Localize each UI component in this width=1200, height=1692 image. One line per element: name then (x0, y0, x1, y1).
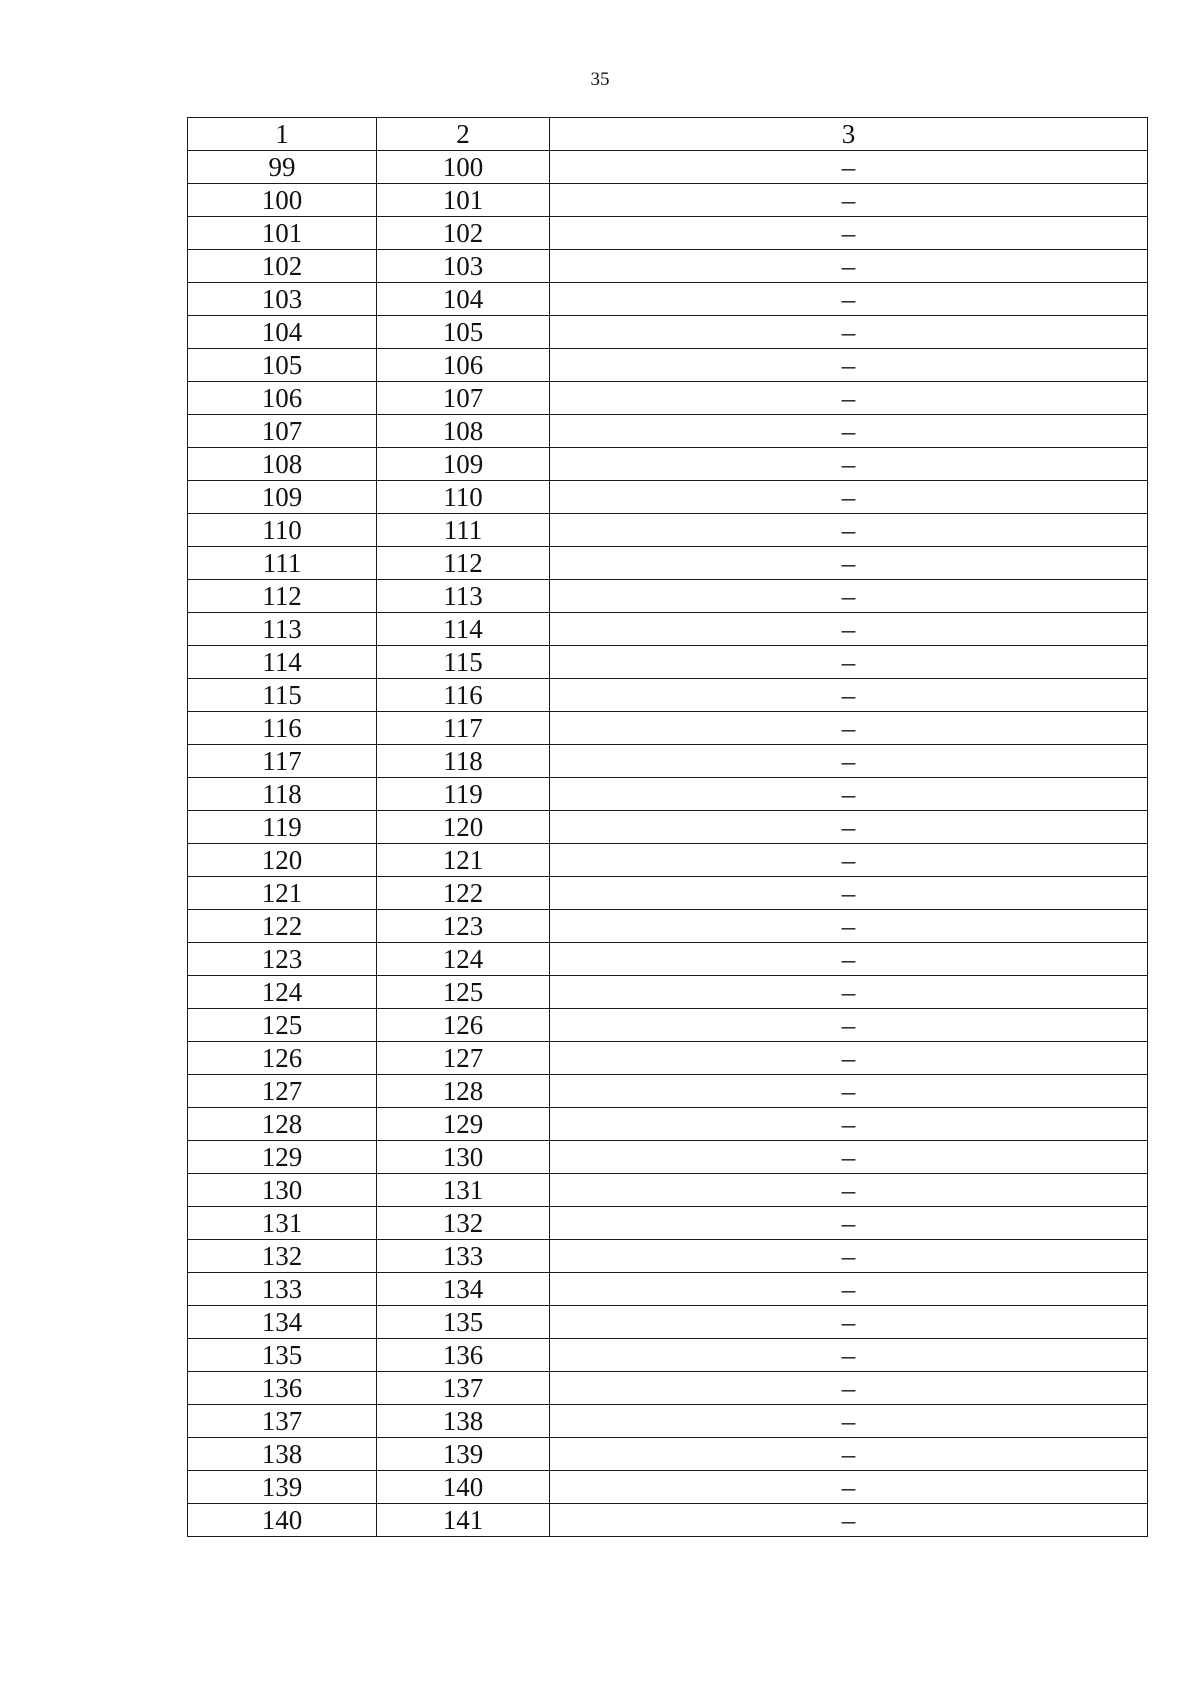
table-cell-col-2: 130 (377, 1141, 550, 1174)
table-cell-col-2: 105 (377, 316, 550, 349)
table-cell-col-3: – (550, 382, 1148, 415)
table-cell-col-2: 125 (377, 976, 550, 1009)
table-cell-col-1: 109 (188, 481, 377, 514)
table-cell-col-3: – (550, 514, 1148, 547)
table-row (188, 1108, 1148, 1141)
table-cell-col-3: – (550, 481, 1148, 514)
table-cell-col-2: 128 (377, 1075, 550, 1108)
table-cell-col-1: 120 (188, 844, 377, 877)
table-cell-col-2: 134 (377, 1273, 550, 1306)
table-cell-col-1: 127 (188, 1075, 377, 1108)
table-cell-col-1: 99 (188, 151, 377, 184)
table-cell-col-3: – (550, 745, 1148, 778)
table-cell-col-2: 101 (377, 184, 550, 217)
table-cell-col-1: 130 (188, 1174, 377, 1207)
table-cell-col-1: 119 (188, 811, 377, 844)
table-cell-col-3: – (550, 1174, 1148, 1207)
table-cell-col-3: – (550, 283, 1148, 316)
table-row (188, 1471, 1148, 1504)
table-cell-col-1: 102 (188, 250, 377, 283)
table-cell-col-3: – (550, 250, 1148, 283)
table-row (188, 1141, 1148, 1174)
table-cell-col-1: 123 (188, 943, 377, 976)
table-cell-col-2: 133 (377, 1240, 550, 1273)
table-cell-col-3: – (550, 415, 1148, 448)
table-cell-col-2: 132 (377, 1207, 550, 1240)
table-cell-col-1: 140 (188, 1504, 377, 1537)
table-cell-col-1: 136 (188, 1372, 377, 1405)
table-cell-col-3: – (550, 1207, 1148, 1240)
table-cell-col-3: – (550, 316, 1148, 349)
table-cell-col-2: 136 (377, 1339, 550, 1372)
table-cell-col-1: 118 (188, 778, 377, 811)
table-cell-col-1: 112 (188, 580, 377, 613)
table-row (188, 1339, 1148, 1372)
table-row (188, 1075, 1148, 1108)
table-cell-col-1: 117 (188, 745, 377, 778)
table-row (188, 877, 1148, 910)
table-row (188, 250, 1148, 283)
table-cell-col-1: 100 (188, 184, 377, 217)
table-cell-col-3: – (550, 910, 1148, 943)
column-header-3: 3 (550, 118, 1148, 151)
table-cell-col-2: 115 (377, 646, 550, 679)
table-cell-col-1: 108 (188, 448, 377, 481)
table-row (188, 1207, 1148, 1240)
table-row (188, 811, 1148, 844)
table-cell-col-2: 137 (377, 1372, 550, 1405)
table-cell-col-2: 129 (377, 1108, 550, 1141)
table-cell-col-3: – (550, 976, 1148, 1009)
table-cell-col-2: 107 (377, 382, 550, 415)
page-number: 35 (590, 69, 610, 90)
table-row (188, 976, 1148, 1009)
table-cell-col-3: – (550, 811, 1148, 844)
table-cell-col-2: 111 (377, 514, 550, 547)
table-cell-col-3: – (550, 1108, 1148, 1141)
table-row (188, 415, 1148, 448)
table-row (188, 1405, 1148, 1438)
table-cell-col-2: 102 (377, 217, 550, 250)
table-cell-col-1: 105 (188, 349, 377, 382)
table-cell-col-2: 139 (377, 1438, 550, 1471)
table-cell-col-1: 139 (188, 1471, 377, 1504)
table-cell-col-2: 103 (377, 250, 550, 283)
table-row (188, 1174, 1148, 1207)
table-cell-col-2: 120 (377, 811, 550, 844)
table-row (188, 646, 1148, 679)
table-cell-col-1: 116 (188, 712, 377, 745)
table-cell-col-2: 117 (377, 712, 550, 745)
table-cell-col-1: 126 (188, 1042, 377, 1075)
table-cell-col-3: – (550, 1009, 1148, 1042)
table-cell-col-1: 110 (188, 514, 377, 547)
table-row (188, 316, 1148, 349)
table-row (188, 943, 1148, 976)
table-cell-col-2: 141 (377, 1504, 550, 1537)
table-cell-col-1: 137 (188, 1405, 377, 1438)
table-cell-col-1: 103 (188, 283, 377, 316)
table-row (188, 1306, 1148, 1339)
column-header-2: 2 (377, 118, 550, 151)
table-cell-col-3: – (550, 877, 1148, 910)
table-row (188, 1273, 1148, 1306)
table-row (188, 613, 1148, 646)
table-cell-col-2: 119 (377, 778, 550, 811)
table-cell-col-3: – (550, 1504, 1148, 1537)
table-cell-col-3: – (550, 1042, 1148, 1075)
table-cell-col-2: 112 (377, 547, 550, 580)
table-header-row (188, 118, 1148, 151)
table-cell-col-2: 110 (377, 481, 550, 514)
table-cell-col-1: 124 (188, 976, 377, 1009)
table-cell-col-3: – (550, 151, 1148, 184)
table-cell-col-3: – (550, 184, 1148, 217)
table-cell-col-2: 123 (377, 910, 550, 943)
table-cell-col-2: 114 (377, 613, 550, 646)
table-cell-col-3: – (550, 1372, 1148, 1405)
table-cell-col-3: – (550, 1273, 1148, 1306)
table-cell-col-2: 116 (377, 679, 550, 712)
table-cell-col-1: 138 (188, 1438, 377, 1471)
table-cell-col-2: 126 (377, 1009, 550, 1042)
table-row (188, 844, 1148, 877)
table-cell-col-1: 122 (188, 910, 377, 943)
table-cell-col-1: 111 (188, 547, 377, 580)
table-cell-col-1: 131 (188, 1207, 377, 1240)
table-cell-col-3: – (550, 448, 1148, 481)
table-row (188, 1438, 1148, 1471)
table-row (188, 547, 1148, 580)
table-row (188, 1009, 1148, 1042)
table-cell-col-3: – (550, 547, 1148, 580)
table-row (188, 778, 1148, 811)
table-cell-col-1: 107 (188, 415, 377, 448)
table-cell-col-1: 132 (188, 1240, 377, 1273)
table-cell-col-3: – (550, 1438, 1148, 1471)
table-cell-col-3: – (550, 1405, 1148, 1438)
table-cell-col-1: 101 (188, 217, 377, 250)
table-row (188, 349, 1148, 382)
table-cell-col-2: 124 (377, 943, 550, 976)
table-row (188, 1372, 1148, 1405)
table-row (188, 283, 1148, 316)
table-cell-col-1: 104 (188, 316, 377, 349)
table-cell-col-2: 131 (377, 1174, 550, 1207)
table-cell-col-1: 128 (188, 1108, 377, 1141)
table-row (188, 712, 1148, 745)
table-row (188, 745, 1148, 778)
table-row (188, 1042, 1148, 1075)
table-cell-col-1: 134 (188, 1306, 377, 1339)
table-cell-col-1: 121 (188, 877, 377, 910)
table-cell-col-3: – (550, 1471, 1148, 1504)
table-cell-col-2: 118 (377, 745, 550, 778)
table-cell-col-3: – (550, 943, 1148, 976)
table-cell-col-2: 138 (377, 1405, 550, 1438)
table-cell-col-3: – (550, 217, 1148, 250)
table-row (188, 382, 1148, 415)
table-row (188, 910, 1148, 943)
table-cell-col-2: 121 (377, 844, 550, 877)
table-cell-col-3: – (550, 844, 1148, 877)
table-cell-col-2: 108 (377, 415, 550, 448)
table-cell-col-3: – (550, 349, 1148, 382)
table-cell-col-3: – (550, 1141, 1148, 1174)
data-table (187, 117, 1148, 1537)
table-row (188, 151, 1148, 184)
table-cell-col-2: 140 (377, 1471, 550, 1504)
column-header-1: 1 (188, 118, 377, 151)
table-row (188, 514, 1148, 547)
table-cell-col-2: 109 (377, 448, 550, 481)
table-cell-col-3: – (550, 580, 1148, 613)
table-cell-col-3: – (550, 712, 1148, 745)
table-row (188, 1240, 1148, 1273)
table-cell-col-2: 127 (377, 1042, 550, 1075)
table-row (188, 481, 1148, 514)
table-cell-col-2: 135 (377, 1306, 550, 1339)
table-row (188, 679, 1148, 712)
table-cell-col-1: 135 (188, 1339, 377, 1372)
table-cell-col-1: 129 (188, 1141, 377, 1174)
table-cell-col-3: – (550, 1306, 1148, 1339)
table-cell-col-1: 113 (188, 613, 377, 646)
table-cell-col-3: – (550, 778, 1148, 811)
table-cell-col-3: – (550, 613, 1148, 646)
table-cell-col-3: – (550, 1240, 1148, 1273)
table-cell-col-1: 106 (188, 382, 377, 415)
table-cell-col-2: 113 (377, 580, 550, 613)
table-cell-col-2: 100 (377, 151, 550, 184)
table-cell-col-3: – (550, 1339, 1148, 1372)
table-cell-col-1: 114 (188, 646, 377, 679)
table-row (188, 184, 1148, 217)
table-cell-col-2: 106 (377, 349, 550, 382)
table-cell-col-2: 104 (377, 283, 550, 316)
table-row (188, 448, 1148, 481)
table-cell-col-3: – (550, 1075, 1148, 1108)
table-row (188, 580, 1148, 613)
table-cell-col-3: – (550, 646, 1148, 679)
table-cell-col-1: 133 (188, 1273, 377, 1306)
table-cell-col-2: 122 (377, 877, 550, 910)
table-cell-col-1: 115 (188, 679, 377, 712)
table-cell-col-1: 125 (188, 1009, 377, 1042)
table-body (188, 118, 1148, 1537)
table-row (188, 1504, 1148, 1537)
table-cell-col-3: – (550, 679, 1148, 712)
table-row (188, 217, 1148, 250)
